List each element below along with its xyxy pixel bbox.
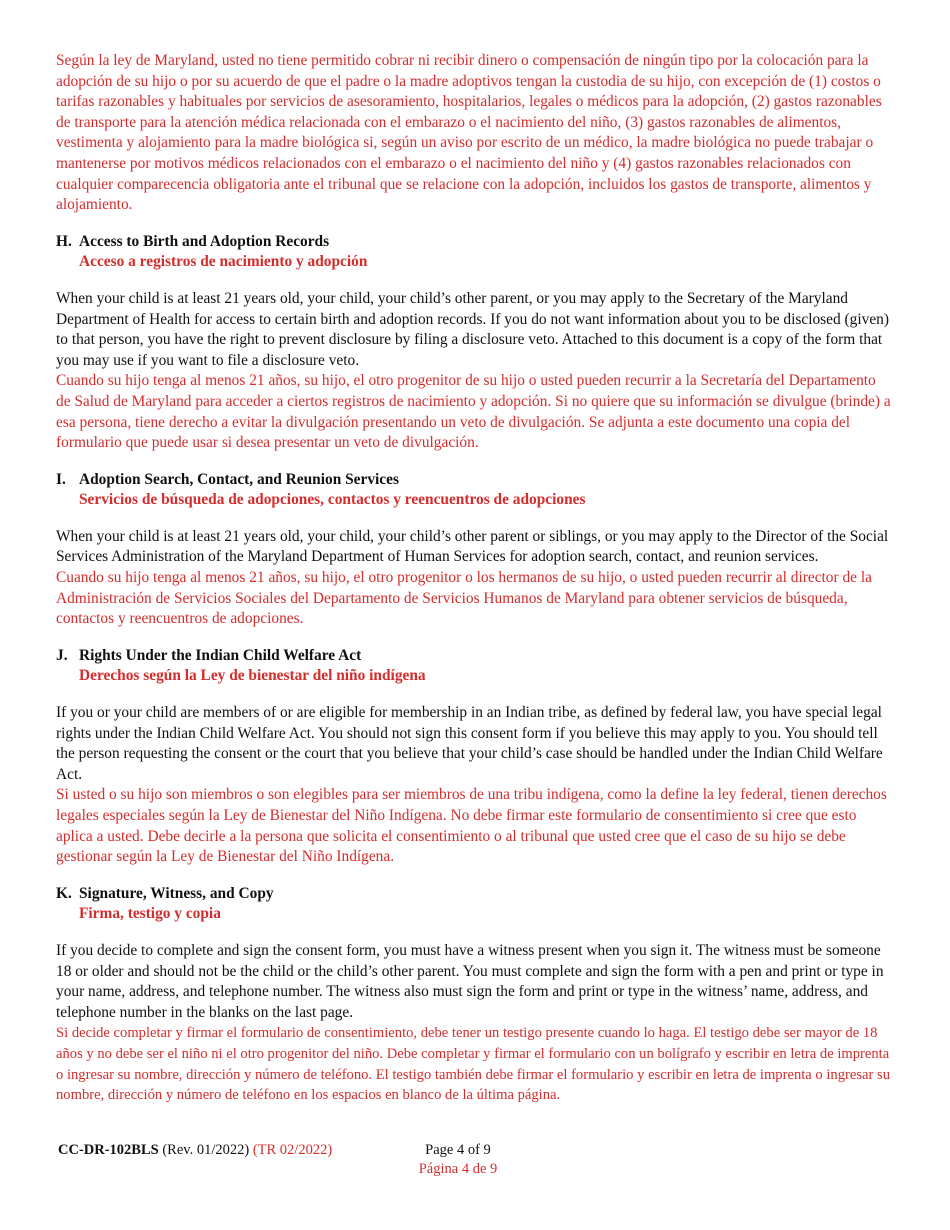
section-k-letter: K. bbox=[56, 884, 72, 902]
section-h-letter: H. bbox=[56, 232, 72, 250]
section-k-body-en: If you decide to complete and sign the consent form, you must have a witness present when you sign it. The witness must be someone 18 or older and should not be the child or the child’s other parent. You must complete and sign the form with a pen and print or type in your name, address, and telephone number. The witness also must sign the form and print or type in the witness’ name, address, and telephone number in the blanks on the last page. bbox=[56, 941, 884, 1021]
form-number: CC-DR-102BLS bbox=[58, 1142, 159, 1158]
section-i-heading bbox=[56, 470, 894, 511]
section-k-body-es: Si decide completar y firmar el formulario de consentimiento, debe tener un testigo presente cuando lo haga. El testigo debe ser mayor de 18 años y no debe ser el niño ni el otro progenitor del niño. Debe completar y firmar el formulario con un bolígrafo y escribir en letra de imprenta o ingresar su nombre, dirección y número de teléfono. El testigo también debe firmar el formulario y escribir en letra de imprenta o ingresar su nombre, dirección y número de teléfono en los espacios en blanco de la última página. bbox=[56, 1025, 890, 1104]
section-i-body-es: Cuando su hijo tenga al menos 21 años, su hijo, el otro progenitor o los hermanos de su hijo, o usted pueden recurrir al director de la Administración de Servicios Sociales del Departamento de Servicios Humanos de Maryland para obtener servicios de búsqueda, contactos y reencuentros de adopciones. bbox=[56, 569, 872, 628]
section-j-heading bbox=[56, 646, 894, 687]
section-i-title-es: Servicios de búsqueda de adopciones, contactos y reencuentros de adopciones bbox=[79, 491, 586, 509]
section-k-heading bbox=[56, 884, 894, 925]
section-h-heading bbox=[56, 232, 894, 273]
section-j-title-en: Rights Under the Indian Child Welfare Act bbox=[79, 646, 362, 664]
form-revision: (Rev. 01/2022) bbox=[162, 1142, 250, 1158]
section-j-letter: J. bbox=[56, 646, 68, 664]
section-h-title-en: Access to Birth and Adoption Records bbox=[79, 232, 330, 250]
page-number-en: Page 4 of 9 bbox=[425, 1142, 491, 1158]
document-page bbox=[56, 51, 894, 1106]
section-h-title-es: Acceso a registros de nacimiento y adopción bbox=[79, 253, 368, 271]
section-k-title-en: Signature, Witness, and Copy bbox=[79, 884, 274, 902]
section-k-title-es: Firma, testigo y copia bbox=[79, 905, 221, 923]
section-j-title-es: Derechos según la Ley de bienestar del niño indígena bbox=[79, 667, 426, 685]
translation-revision: (TR 02/2022) bbox=[252, 1142, 333, 1158]
section-h-body-en: When your child is at least 21 years old, your child, your child’s other parent, or you may apply to the Secretary of the Maryland Department of Health for access to certain birth and adoption records. If you do not want information about you to be disclosed (given) to that person, you have the right to prevent disclosure by filing a disclosure veto. Attached to this document is a copy of the form that you may use if you want to file a disclosure veto. bbox=[56, 289, 889, 369]
section-h-body-es: Cuando su hijo tenga al menos 21 años, su hijo, el otro progenitor de su hijo o usted pueden recurrir a la Secretaría del Departamento de Salud de Maryland para acceder a ciertos registros de nacimiento y adopción. Si no quiere que su información se divulgue (brinde) a esa persona, tiene derecho a evitar la divulgación presentando un veto de divulgación. Se adjunta a este documento una copia del formulario que puede usar si desea presentar un veto de divulgación. bbox=[56, 372, 891, 452]
form-identifier bbox=[58, 1141, 332, 1160]
section-j-body-en: If you or your child are members of or are eligible for membership in an Indian tribe, as defined by federal law, you have special legal rights under the Indian Child Welfare Act. You should not sign this consent form if you believe this may apply to you. You should tell the person requesting the consent or the court that you believe that your child’s case should be handled under the Indian Child Welfare Act. bbox=[56, 704, 883, 783]
section-i-letter: I. bbox=[56, 470, 66, 488]
page-number-es: Página 4 de 9 bbox=[418, 1161, 498, 1177]
section-i-title-en: Adoption Search, Contact, and Reunion Services bbox=[79, 470, 399, 488]
section-j-body-es: Si usted o su hijo son miembros o son elegibles para ser miembros de una tribu indígena, como la define la ley federal, tienen derechos legales especiales según la Ley de Bienestar del Niño Indígena. No debe firmar este formulario de consentimiento si cree que esto aplica a usted. Debe decirle a la persona que solicita el consentimiento o al tribunal que usted cree que el caso de su hijo se debe gestionar según la Ley de Bienestar del Niño Indígena. bbox=[56, 786, 887, 866]
page-number bbox=[398, 1141, 518, 1179]
intro-paragraph-es: Según la ley de Maryland, usted no tiene permitido cobrar ni recibir dinero o compensación de ningún tipo por la colocación para la adopción de su hijo o por su acuerdo de que el padre o la madre adoptivos tengan la custodia de su hijo, con excepción de (1) costos o tarifas razonables y habituales por servicios de asesoramiento, hospitalarios, legales o médicos para la adopción, (2) gastos razonables de transporte para la atención médica relacionada con el embarazo o el nacimiento del niño, (3) gastos razonables de alimentos, vestimenta y alojamiento para la madre biológica si, según un aviso por escrito de un médico, la madre biológica no puede trabajar o mantenerse por motivos médicos relacionados con el embarazo o el nacimiento del niño y (4) gastos razonables relacionados con cualquier comparecencia obligatoria ante el tribunal que se relacione con la adopción, incluidos los gastos de transporte, alimentos y alojamiento. bbox=[56, 52, 882, 214]
section-i-body-en: When your child is at least 21 years old, your child, your child’s other parent or siblings, or you may apply to the Director of the Social Services Administration of the Maryland Department of Human Services for adoption search, contact, and reunion services. bbox=[56, 527, 889, 566]
